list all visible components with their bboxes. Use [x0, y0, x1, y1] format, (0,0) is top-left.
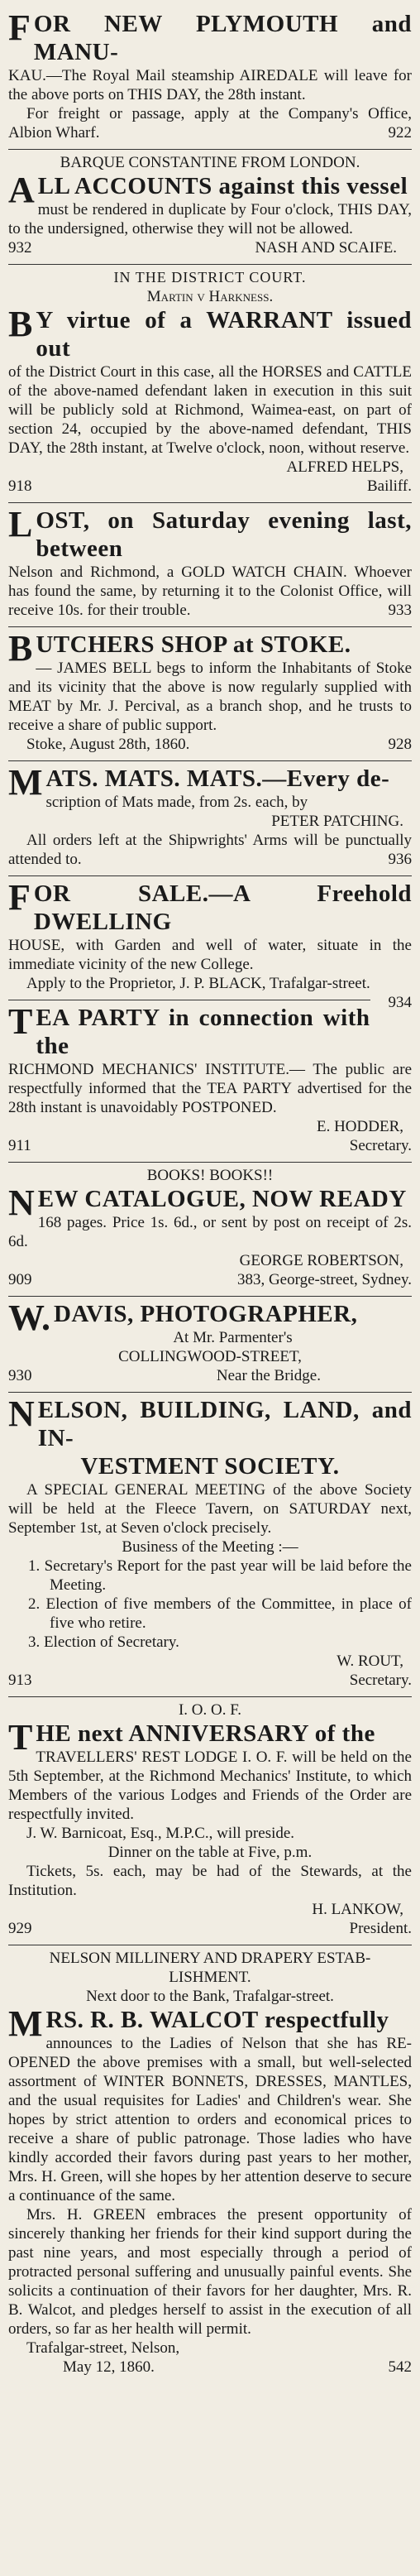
- ad-title: BOOKS! BOOKS!!: [146, 1167, 274, 1184]
- ad-body: Nelson and Richmond, a GOLD WATCH CHAIN. Whoever has found the same, by returning it to the Colonist Office, will receive 10s. for their trouble. 933: [8, 564, 412, 619]
- ad-body: Dinner on the table at Five, p.m.: [107, 1844, 313, 1861]
- drop-cap: L: [8, 504, 33, 544]
- ad-headline: HE next ANNIVERSARY of the: [36, 1720, 375, 1747]
- ad-footer: May 12, 1860. 542: [63, 2358, 412, 2376]
- drop-cap: B: [8, 628, 33, 669]
- drop-cap: F: [8, 877, 31, 918]
- ad-new-catalogue: [8, 1163, 412, 1296]
- ad-body: announces to the Ladies of Nelson that she has RE-OPENED the above premises with a small, but well-selected assortment of WINTER BONNETS, DRESSES, MANTLES, and the usual requisites for Ladies' and Children's wear. She hopes by strict attention to orders and economical prices to receive a share of public patronage. Those ladies who have kindly accorded their favors during past years to her mother, Mrs. H. Green, will she hopes by her attention deserve to secure a continuance of the same.: [8, 2035, 412, 2204]
- ad-body: scription of Mats made, from 2s. each, by: [45, 794, 308, 811]
- drop-cap: T: [8, 1717, 33, 1758]
- ad-headline: DAVIS, PHOTOGRAPHER,: [53, 1301, 358, 1327]
- ad-davis-photographer: [8, 1297, 412, 1392]
- ad-body: All orders left at the Shipwrights' Arms will be punctually attended to. 936: [8, 832, 412, 868]
- ad-signature: PETER PATCHING.: [271, 813, 403, 830]
- ad-tea-party: [8, 1000, 412, 1162]
- ad-body: A SPECIAL GENERAL MEETING of the above Society will be held at the Fleece Tavern, on SATURDAY next, September 1st, at Seven o'clock precisely.: [8, 1481, 412, 1537]
- ad-body: J. W. Barnicoat, Esq., M.P.C., will preside.: [26, 1825, 295, 1842]
- ad-subtitle: Martin v Harkness.: [146, 288, 274, 305]
- ad-body: Tickets, 5s. each, may be had of the Stewards, at the Institution.: [8, 1863, 412, 1899]
- ad-body: — JAMES BELL begs to inform the Inhabitants of Stoke and its vicinity that the above is now regularly supplied with MEAT by Mr. J. Percival, as a branch shop, and he trusts to receive a share of public support.: [8, 660, 412, 734]
- ad-barque-constantine: [8, 150, 412, 264]
- drop-cap: A: [8, 170, 35, 210]
- advertisement-column: [8, 0, 412, 2383]
- ad-for-sale-dwelling: [8, 876, 412, 1011]
- ad-footer: 918 Bailiff.: [8, 477, 412, 495]
- ad-new-plymouth: [8, 7, 412, 149]
- drop-cap: N: [8, 1394, 35, 1434]
- ad-body: At Mr. Parmenter's: [173, 1329, 293, 1346]
- ad-body: For freight or passage, apply at the Company's Office, Albion Wharf. 922: [8, 105, 412, 142]
- ad-footer: 913 Secretary.: [8, 1672, 412, 1689]
- ad-signature: GEORGE ROBERTSON,: [239, 1252, 403, 1269]
- ad-body: HOUSE, with Garden and well of water, situate in the immediate vicinity of the new College.: [8, 937, 412, 973]
- ad-footer: 929 President.: [8, 1920, 412, 1937]
- ad-headline: EW CATALOGUE, NOW READY: [37, 1186, 407, 1212]
- ad-headline: ATS. MATS. MATS.—Every de-: [45, 765, 390, 792]
- ad-building-society: [8, 1393, 412, 1696]
- ad-headline: LL ACCOUNTS against this vessel: [37, 173, 408, 199]
- ad-body: Mrs. H. GREEN embraces the present opportunity of sincerely thanking her friends for their kind support during the past nine years, and most especially through a period of protracted personal suffering and unusually painful events. She solicits a continuation of their favors for her daughter, Mrs. R. B. Walcot, and pledges herself to assist in the execution of all orders, so far as her health will permit.: [8, 2206, 412, 2338]
- ad-body: of the District Court in this case, all the HORSES and CATTLE of the above-named defendant laken in execution in this suit will be publicly sold at Richmond, Waimea-east, on part of section 24, occupied by the above-named defendant, THIS DAY, the 28th instant, at Twelve o'clock, noon, without reserve.: [8, 363, 412, 457]
- ad-body: KAU.—The Royal Mail steamship AIREDALE will leave for the above ports on THIS DAY, the 28th instant.: [8, 67, 412, 103]
- ad-headline: VESTMENT SOCIETY.: [80, 1453, 340, 1480]
- ad-headline: Y virtue of a WARRANT issued out: [36, 307, 412, 362]
- agenda-list: [8, 1557, 412, 1652]
- ad-subtitle: Business of the Meeting :—: [122, 1538, 298, 1556]
- ad-lost-watch-chain: [8, 503, 412, 626]
- ad-headline: UTCHERS SHOP at STOKE.: [36, 631, 351, 658]
- list-item: 2. Election of five members of the Committee, in place of five who retire.: [28, 1595, 412, 1632]
- ad-body: must be rendered in duplicate by Four o'clock, THIS DAY, to the undersigned, otherwise they will not be allowed.: [8, 201, 412, 237]
- ad-headline: OST, on Saturday evening last, between: [36, 507, 412, 562]
- ad-title: LISHMENT.: [169, 1969, 251, 1986]
- ad-footer: 909 383, George-street, Sydney.: [8, 1271, 412, 1288]
- drop-cap: N: [8, 1182, 35, 1223]
- ad-ioof-anniversary: [8, 1697, 412, 1945]
- drop-cap: B: [8, 304, 33, 344]
- ad-footer: 911 Secretary.: [8, 1137, 412, 1154]
- ad-butchers-shop: [8, 627, 412, 760]
- ad-headline: EA PARTY in connection with the: [36, 1005, 370, 1059]
- ad-body: Apply to the Proprietor, J. P. BLACK, Trafalgar-street. 934: [26, 975, 412, 1011]
- drop-cap: F: [8, 7, 31, 48]
- ad-headline: OR NEW PLYMOUTH and MANU-: [33, 11, 412, 65]
- ad-title: IN THE DISTRICT COURT.: [113, 269, 307, 285]
- drop-cap: W.: [8, 1298, 50, 1338]
- ad-subtitle: Next door to the Bank, Trafalgar-street.: [86, 1988, 334, 2005]
- drop-cap: M: [8, 762, 43, 803]
- ad-footer: 932 NASH AND SCAIFE.: [8, 239, 397, 257]
- ad-footer: 930 Near the Bridge.: [8, 1367, 321, 1384]
- ad-headline: OR SALE.—A Freehold DWELLING: [33, 880, 412, 935]
- ad-body: RICHMOND MECHANICS' INSTITUTE.— The public are respectfully informed that the TEA PARTY advertised for the 28th instant is unavoidably POSTPONED.: [8, 1061, 412, 1116]
- drop-cap: M: [8, 2003, 43, 2044]
- ad-footer: Stoke, August 28th, 1860. 928: [26, 736, 412, 753]
- ad-body: 168 pages. Price 1s. 6d., or sent by post on receipt of 2s. 6d.: [8, 1214, 412, 1250]
- ad-signature: H. LANKOW,: [312, 1901, 403, 1918]
- ad-place: Trafalgar-street, Nelson,: [26, 2339, 180, 2357]
- ad-title: NELSON MILLINERY AND DRAPERY ESTAB-: [49, 1950, 371, 1967]
- ad-signature: E. HODDER,: [316, 1118, 403, 1135]
- ad-mats: [8, 761, 412, 875]
- ad-signature: W. ROUT,: [336, 1653, 403, 1670]
- ad-title: BARQUE CONSTANTINE FROM LONDON.: [60, 154, 360, 171]
- list-item: 3. Election of Secretary.: [28, 1633, 179, 1651]
- ad-body: TRAVELLERS' REST LODGE I. O. F. will be held on the 5th September, at the Richmond Mechanics' Institute, to which Members of the various Lodges and Friends of the Order are respectfully invited.: [8, 1749, 412, 1823]
- ad-millinery-establishment: [8, 1945, 412, 2383]
- ad-signature: ALFRED HELPS,: [286, 458, 403, 476]
- ad-district-court: [8, 265, 412, 502]
- ad-body: COLLINGWOOD-STREET,: [118, 1348, 302, 1365]
- ad-headline: RS. R. B. WALCOT respectfully: [45, 2007, 389, 2033]
- ad-headline: ELSON, BUILDING, LAND, and IN-: [37, 1397, 412, 1451]
- ad-title: I. O. O. F.: [178, 1701, 242, 1719]
- drop-cap: T: [8, 1001, 33, 1042]
- list-item: 1. Secretary's Report for the past year will be laid before the Meeting.: [28, 1557, 412, 1594]
